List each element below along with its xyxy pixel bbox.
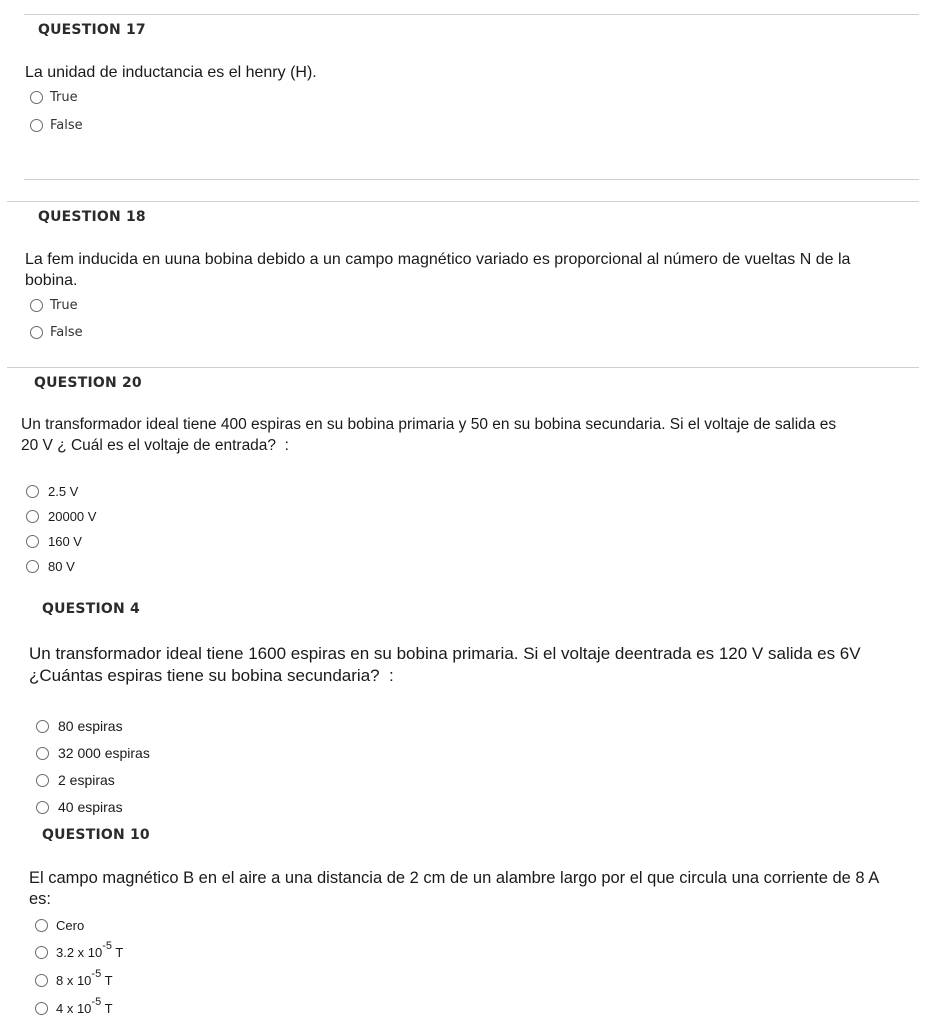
option-label: 20000 V: [48, 508, 97, 524]
answer-option[interactable]: [35, 998, 113, 1018]
answer-option[interactable]: [26, 506, 96, 526]
radio-button[interactable]: [36, 747, 49, 760]
answer-option[interactable]: [30, 322, 83, 342]
radio-button[interactable]: [30, 119, 43, 132]
answer-option[interactable]: [30, 115, 83, 135]
option-exponent: -5: [91, 968, 102, 981]
option-label: Cero: [56, 917, 85, 933]
option-unit: T: [101, 972, 113, 988]
radio-button[interactable]: [30, 326, 43, 339]
answer-option[interactable]: [35, 970, 113, 990]
radio-button[interactable]: [36, 720, 49, 733]
question-text-line: ¿Cuántas espiras tiene su bobina secundaria? :: [29, 666, 394, 685]
radio-button[interactable]: [35, 974, 48, 987]
answer-option[interactable]: [36, 770, 115, 790]
question-text: [29, 643, 861, 687]
question-text-line: es:: [29, 890, 52, 908]
option-label: True: [50, 297, 78, 313]
question-text-line: La fem inducida en uuna bobina debido a un campo magnético variado es proporcional al número de vueltas N de la: [25, 251, 851, 268]
divider: [24, 179, 919, 180]
answer-option[interactable]: [30, 87, 78, 107]
question-heading: QUESTION 17: [38, 22, 146, 38]
radio-button[interactable]: [26, 510, 39, 523]
question-text: La unidad de inductancia es el henry (H).: [25, 64, 317, 81]
option-unit: T: [101, 1000, 113, 1016]
radio-button[interactable]: [35, 946, 48, 959]
divider: [24, 14, 919, 15]
option-label: False: [50, 324, 83, 340]
radio-button[interactable]: [26, 485, 39, 498]
divider: [7, 201, 919, 202]
option-label: 40 espiras: [58, 799, 123, 815]
option-base: 8 x 10: [56, 972, 92, 988]
answer-option[interactable]: [36, 716, 123, 736]
question-heading: QUESTION 4: [42, 601, 140, 617]
radio-button[interactable]: [30, 91, 43, 104]
answer-option[interactable]: [36, 743, 150, 763]
question-text: [25, 249, 850, 291]
question-text-line: Un transformador ideal tiene 400 espiras en su bobina primaria y 50 en su bobina secundaria. Si el voltaje de salida es: [21, 416, 837, 433]
option-label: [56, 968, 113, 988]
answer-option[interactable]: [26, 481, 78, 501]
question-text-line: El campo magnético B en el aire a una distancia de 2 cm de un alambre largo por el que circula una corriente de 8 A: [29, 869, 880, 887]
option-label: 80 V: [48, 558, 75, 574]
radio-button[interactable]: [30, 299, 43, 312]
option-label: 2 espiras: [58, 772, 115, 788]
option-label: 80 espiras: [58, 718, 123, 734]
radio-button[interactable]: [26, 560, 39, 573]
answer-option[interactable]: [26, 556, 75, 576]
option-unit: T: [112, 944, 124, 960]
radio-button[interactable]: [35, 919, 48, 932]
answer-option[interactable]: [35, 942, 123, 962]
option-label: False: [50, 117, 83, 133]
option-base: 4 x 10: [56, 1000, 92, 1016]
radio-button[interactable]: [36, 774, 49, 787]
option-label: 32 000 espiras: [58, 745, 150, 761]
option-base: 3.2 x 10: [56, 944, 103, 960]
question-heading: QUESTION 18: [38, 209, 146, 225]
option-exponent: -5: [102, 940, 113, 953]
option-label: [56, 940, 124, 960]
option-label: 160 V: [48, 533, 82, 549]
answer-option[interactable]: [35, 915, 84, 935]
radio-button[interactable]: [35, 1002, 48, 1015]
option-label: [56, 996, 113, 1016]
answer-option[interactable]: [30, 295, 78, 315]
answer-option[interactable]: [26, 531, 82, 551]
divider: [7, 367, 919, 368]
question-text-line: Un transformador ideal tiene 1600 espiras en su bobina primaria. Si el voltaje deentrada es 120 V salida es 6V: [29, 644, 861, 663]
option-label: True: [50, 89, 78, 105]
option-label: 2.5 V: [48, 483, 79, 499]
radio-button[interactable]: [36, 801, 49, 814]
question-text-line: 20 V ¿ Cuál es el voltaje de entrada? :: [21, 437, 289, 454]
question-text: [21, 414, 836, 456]
question-text-line: bobina.: [25, 272, 78, 289]
radio-button[interactable]: [26, 535, 39, 548]
answer-option[interactable]: [36, 797, 123, 817]
question-text: [29, 868, 879, 910]
option-exponent: -5: [91, 996, 102, 1009]
question-heading: QUESTION 20: [34, 375, 142, 391]
question-heading: QUESTION 10: [42, 827, 150, 843]
